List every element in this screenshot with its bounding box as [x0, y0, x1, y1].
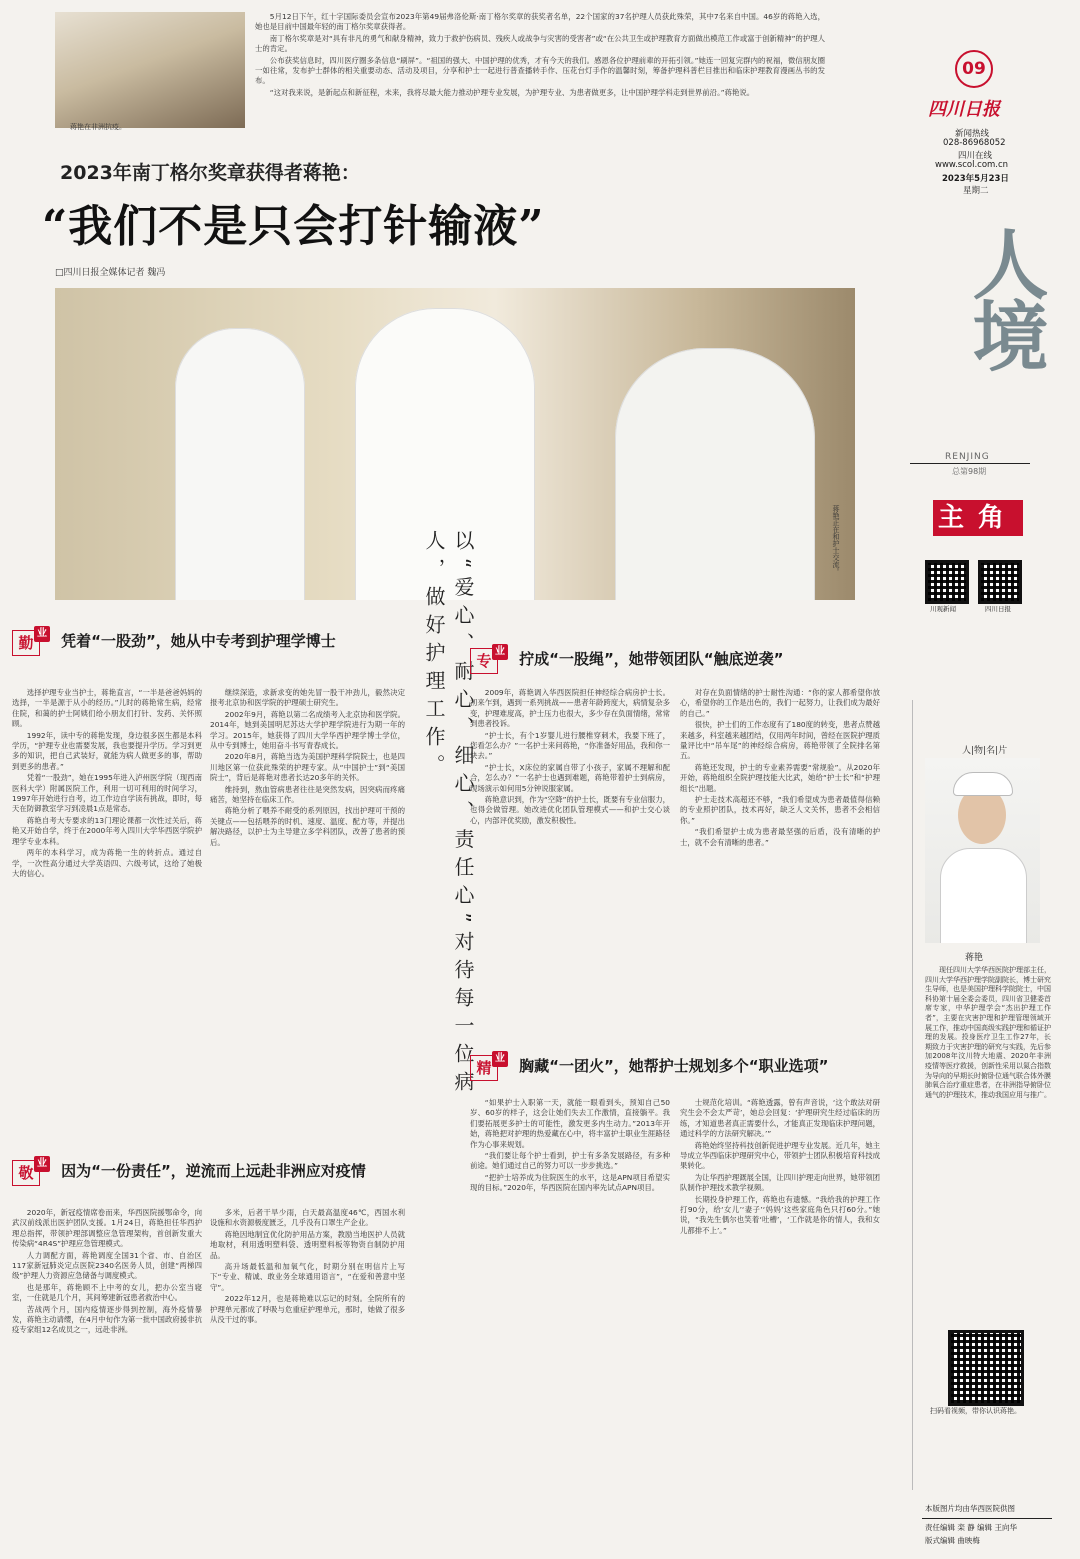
paragraph: “我们希望护士成为患者最坚强的后盾，没有清晰的护士，就不会有清晰的患者。” — [680, 827, 880, 847]
column-tag: 主角 — [933, 500, 1023, 536]
paragraph: “如果护士入职第一天，就能一眼看到头，预知自己50岁、60岁的样子，这会让她们失去工作激情，直接躺平。我们要拓展更多护士的可能性，激发更多内生动力。”2013年开始，蒋艳把对护理的热爱藏在心中，将丰富护士职业生涯路径作为心事来规划。 — [470, 1098, 670, 1149]
paragraph: “护士长，有个1岁婴儿进行腰椎穿刺术，我要下班了，您看怎么办？”一名护士来问蒋艳，“你准备好用品，我和你一块去。” — [470, 730, 670, 761]
headline-main: “我们不是只会打针输液” — [42, 201, 545, 252]
headline-kicker: 2023年南丁格尔奖章获得者蒋艳： — [60, 162, 360, 184]
paragraph: 蒋艳意识到，作为“空降”的护士长，既要有专业信服力，也得会做管理。她改进优化团队管理模式——和护士交心谈心，内部评优奖励，激发积极性。 — [470, 795, 670, 825]
profile-header: 人|物|名|片 — [962, 746, 1008, 756]
section-badge: 专 — [470, 648, 498, 674]
section-badge-sub: 业 — [34, 1156, 50, 1172]
nurse-figure-right — [615, 348, 815, 600]
divider — [910, 463, 1030, 464]
section-column — [210, 688, 405, 1138]
paragraph: “把护士培养成为住院医生的水平，这是APN项目希望实现的目标。”2020年，华西医院在国内率先试点APN项目。 — [470, 1172, 670, 1193]
column-name: 人境 — [960, 225, 1049, 369]
nurse-figure-left — [175, 328, 305, 600]
sidebar-divider — [912, 700, 913, 1490]
paragraph: “我们要让每个护士看到，护士有多条发展路径，有多种前途。她们通过自己的努力可以一步步挑选。” — [470, 1151, 670, 1171]
page-number: 09 — [955, 50, 993, 88]
website: www.scol.com.cn — [935, 160, 1009, 170]
byline: □四川日报全媒体记者 魏冯 — [55, 268, 166, 278]
paragraph: 2022年12月，也是蒋艳难以忘记的时刻。全院所有的护理单元都成了呼吸与危重症护理单元，那时，她做了很多从没干过的事。 — [210, 1294, 405, 1325]
hotline: 028-86968052 — [943, 138, 1006, 148]
qr-code-icon[interactable] — [978, 560, 1022, 604]
nurse-cap-icon — [953, 772, 1013, 796]
qr-code-icon[interactable] — [925, 560, 969, 604]
paragraph: 护士走技术高超还不够，“我们希望成为患者最值得信赖的专业照护团队，技术再好，缺乏人文关怀，患者不会相信你。” — [680, 795, 880, 825]
profile-qr-caption: 扫码看视频，带你认识蒋艳。 — [930, 1407, 1021, 1415]
section-title: 拧成“一股绳”，她带领团队“触底逆袭” — [519, 650, 784, 668]
section-heading — [12, 630, 412, 656]
column-issue: 总第98期 — [952, 467, 987, 476]
paragraph: 很快，护士们的工作态度有了180度的转变，患者点赞越来越多，科室越来越团结，仅用两年时间，曾经在医院护理质量评比中“吊车尾”的神经综合病房，蒋艳带领了全院排名第五。 — [680, 720, 880, 761]
section-badge: 勤 — [12, 630, 40, 656]
profile-name: 蒋艳 — [965, 953, 984, 963]
section-badge-sub: 业 — [34, 626, 50, 642]
profile-photo — [925, 758, 1040, 943]
weekday: 星期二 — [963, 186, 989, 196]
paper-name: 四川日报 — [928, 99, 1000, 120]
section-badge: 精 — [470, 1055, 498, 1081]
qr1-label: 川观新闻 — [930, 605, 956, 613]
photo-credit: 本版图片均由华西医院供图 — [925, 1504, 1015, 1513]
editor-line-2: 版式编辑 曲映梅 — [925, 1536, 980, 1545]
paragraph: 人力调配方面，蒋艳调度全国31个省、市、自治区117家新冠肺炎定点医院2340名医务人员，创建“两梯四级”护理人力资源应急储备与调度模式。 — [12, 1250, 202, 1281]
date: 2023年5月23日 — [942, 174, 1009, 184]
paragraph: 2002年9月，蒋艳以第二名成绩考入北京协和医学院。2014年，她到美国明尼苏达大学护理学院进行为期一年的学习。2015年，她获得了四川大学华西护理学博士学位，从中专到博士，她用奋斗书写青春成长。 — [210, 709, 405, 751]
section-column — [210, 1208, 405, 1553]
section-column — [680, 688, 880, 1038]
qr-code-icon[interactable] — [948, 1330, 1024, 1406]
vertical-quote: 以“爱心、耐心、细心、责任心”对待每一位病人，做好护理工作。 — [422, 530, 475, 1099]
paragraph: 蒋艳分析了喂养不耐受的系列原因，找出护理可干预的关键点——包括喂养的时机、速度、温度、配方等，并提出解决路径，以护士为主导建立多学科团队，改善了患者的预后。 — [210, 806, 405, 847]
intro-paragraph: “这对我来说，是新起点和新征程，未来，我将尽最大能力推动护理专业发展，为护理专业、为患者做更多，让中国护理学科走到世界前沿。”蒋艳说。 — [269, 87, 755, 97]
section-column — [12, 1208, 202, 1553]
divider — [922, 1518, 1052, 1519]
intro-paragraph: 5月12日下午，红十字国际委员会宣布2023年第49届弗洛伦斯·南丁格尔奖章的获奖者名单，22个国家的37名护理人员获此殊荣，其中7名来自中国。46岁的蒋艳入选，她也是目前中国最年轻的南丁格尔奖章获得者。 — [255, 12, 825, 32]
section-column — [12, 688, 202, 1138]
section-heading — [12, 1160, 412, 1186]
section-column — [680, 1098, 880, 1553]
paragraph: 士规范化培训。“蒋艳透露，曾有声音说，‘这个敢法对研究生会不会太严苛’，她总会回复：‘护理研究生经过临床的历练，才知道患者真正需要什么，才能真正发现临床护理问题，通过科学的方法研究解决。’” — [680, 1098, 880, 1139]
paragraph: 继续深造，求新求变的她先冒一股干冲劲儿，毅然决定报考北京协和医学院的护理硕士研究生。 — [210, 688, 405, 708]
paragraph: 高升场最低温和加氧气化，时期分别在明信片上写下“专业、精诚、敢业务全球通用语言”，“在爱和善意中坚守”。 — [210, 1262, 405, 1292]
qr2-label: 四川日报 — [985, 605, 1011, 613]
paragraph: 苦战两个月，国内疫情逐步得到控制，海外疫情暴发，蒋艳主动请缨，在4月中旬作为第一批中国政府援非抗疫专家组12名成员之一，远赴非洲。 — [12, 1304, 202, 1335]
section-badge-sub: 业 — [492, 1051, 508, 1067]
column-pinyin: RENJING — [945, 452, 990, 462]
paragraph: 凭着“一股劲”，她在1995年进入泸州医学院（现西南医科大学）附属医院工作，利用一切可利用的时间学习，1997年开始进行自考，边工作边自学读有挑战，即时，每天在防御教室学习到凌晨1点是常态。 — [12, 773, 202, 814]
section-heading — [470, 648, 890, 674]
paragraph: 选择护理专业当护士，蒋艳直言，“一半是爸爸妈妈的选择，一半是源于从小的经历。”儿时的蒋艳常生病，经常住院，和蔼的护士阿姨们给小朋友们打针、发药、关怀照顾。 — [12, 688, 202, 729]
paragraph: 2020年，新冠疫情席卷而来，华西医院援鄂命令，向武汉前线派出医护团队支援。1月24日，蒋艳担任华西护理总指挥，带领护理部调整应急管理架构，首创新发重大传染病“4R4S”护理应急管理模式。 — [12, 1208, 202, 1249]
online-label: 四川在线 — [958, 151, 993, 161]
paragraph: 2009年，蒋艳调入华西医院担任神经综合病房护士长。初来乍到，遇到一系列挑战——患者年龄跨度大，病情复杂多变，护理难度高，护士压力也很大，多少存在负面情绪，常常到患者投诉。 — [470, 688, 670, 729]
paragraph: 长期投身护理工作，蒋艳也有遗憾。“我给我的护理工作打90分，给‘女儿’‘妻子’‘妈妈’这些家庭角色只打60分。”她说，“我先生偶尔也笑着‘吐槽’，‘工作就是你的情人，我和女儿都排不上’。” — [680, 1194, 880, 1235]
main-photo-caption: 蒋艳正在和护士交流。 — [832, 505, 840, 575]
paragraph: 1992年，读中专的蒋艳发现，身边很多医生都是本科学历，“护理专业也需要发展，我也要提升学历。学习到更多的知识，把自己武装好，就能为病人做更多的事，帮助到更多的患者。” — [12, 730, 202, 771]
paragraph: 蒋艳始终坚持科技创新促进护理专业发展。近几年，她主导成立华西临床护理研究中心，带领护士团队积极培育科技成果转化。 — [680, 1140, 880, 1171]
section-column — [470, 1098, 670, 1553]
paragraph: 蒋艳自考大专要求的13门理论课都一次性过关后，蒋艳又开始自学，终于在2000年考入四川大学华西医学院护理学专业本科。 — [12, 815, 202, 846]
section-title: 因为“一份责任”，逆流而上远赴非洲应对疫情 — [61, 1162, 366, 1180]
top-intro — [255, 12, 825, 99]
profile-bio — [925, 966, 1051, 1101]
profile-bio-text: 现任四川大学华西医院护理部主任，四川大学华西护理学院副院长，博士研究生导师，也是美国护理科学院院士，中国科协第十届全委会委员，四川省卫健委首席专家，中华护理学会“杰出护理工作者”，主要在灾害护理和护理管理领域开展工作，推动中国高级实践护理和循证护理的发展。投身医疗卫生工作27年，长期致力于灾害护理的研究与实践，先后参加2008年汶川特大地震、2020年非洲疫情等医疗救援，创新性采用以氮合指数为导向的早期长时俯卧位通气联合体外膜肺氧合治疗重症患者，在非洲指导俯卧位通气的护理技术，推动我国应用与推广。 — [925, 966, 1051, 1099]
hotline-label: 新闻热线 — [955, 129, 990, 139]
paragraph: 维持到，熬血管病患者往往是突然发病，因突病而疼痛痛苦，她坚持在临床工作。 — [210, 784, 405, 805]
section-column — [470, 688, 670, 1038]
section-badge-sub: 业 — [492, 644, 508, 660]
paragraph: 蒋艳还发现，护士的专业素养需要“常规验”。从2020年开始，蒋艳组织全院护理技能大比武，她给“护士长”和“护理组长”出题。 — [680, 762, 880, 793]
paragraph: 2020年8月，蒋艳当选为美国护理科学院院士，也是四川地区第一位获此殊荣的护理专家。从“中国护士”到“美国院士”，背后是蒋艳对患者长达20多年的关怀。 — [210, 752, 405, 783]
top-photo — [55, 12, 245, 128]
paragraph: “护士长，X床位的家属自带了小孩子，家属不理解和配合，怎么办？”一名护士也遇到难题，蒋艳带着护士到病房，现场演示如何用5分钟说服家属。 — [470, 762, 670, 793]
paragraph: 多米，后者干旱少雨，白天最高温度46℃，西国水利设施和水资源极度匮乏，几乎没有口罩生产企业。 — [210, 1208, 405, 1228]
editor-line-1: 责任编辑 栾 静 编辑 王向华 — [925, 1523, 1018, 1532]
section-badge: 敬 — [12, 1160, 40, 1186]
paragraph: 蒋艳因地制宜优化防护用品方案，教励当地医护人员就地取材，利用透明塑料袋、透明塑料板等物资自制防护用品。 — [210, 1229, 405, 1260]
section-heading — [470, 1055, 890, 1081]
section-title: 凭着“一股劲”，她从中专考到护理学博士 — [61, 632, 336, 650]
section-title: 胸藏“一团火”，她帮护士规划多个“职业选项” — [519, 1057, 829, 1075]
top-photo-caption: 蒋艳在非洲抗疫。 — [70, 123, 126, 131]
profile-body — [940, 848, 1027, 943]
paragraph: 为让华西护理溉展全国，让四川护理走向世界，她带领团队制作护理技术教学视频。 — [680, 1172, 880, 1193]
paragraph: 两年的本科学习，成为蒋艳一生的转折点。通过自学，一次性高分通过大学英语四、六级考试，这给了她极大的信心。 — [12, 848, 202, 878]
paragraph: 也是那年，蒋艳顾不上中考的女儿，把办公室当寝室，一住就是几个月，其间筹建新冠患者救治中心。 — [12, 1282, 202, 1303]
intro-paragraph: 公布获奖信息时，四川医疗圈多条信息“刷屏”。“祖国的强大、中国护理的优秀，才有今天的我们。感恩各位护理前辈的开拓引领。”她连一回复完群内的祝福，微信朋友圈一如往常，发布护士群体的相关重要动态、活动及项目，分享和护士一起进行普查播转手作、压花台灯手作的温馨时刻，筹备护理科普栏目推出和临床护理教育漫画丛书的发布。 — [255, 55, 825, 86]
paragraph: 对存在负面情绪的护士耐性沟通：“你的家人都希望你放心，希望你的工作是出色的，我们一起努力，让我们成为最好的自己。” — [680, 688, 880, 718]
intro-paragraph: 南丁格尔奖章是对“具有非凡的勇气和献身精神，致力于救护伤病员、残疾人或战争与灾害的受害者”或“在公共卫生或护理教育方面做出模范工作或富于创新精神”的护理人士的肯定。 — [255, 33, 825, 54]
